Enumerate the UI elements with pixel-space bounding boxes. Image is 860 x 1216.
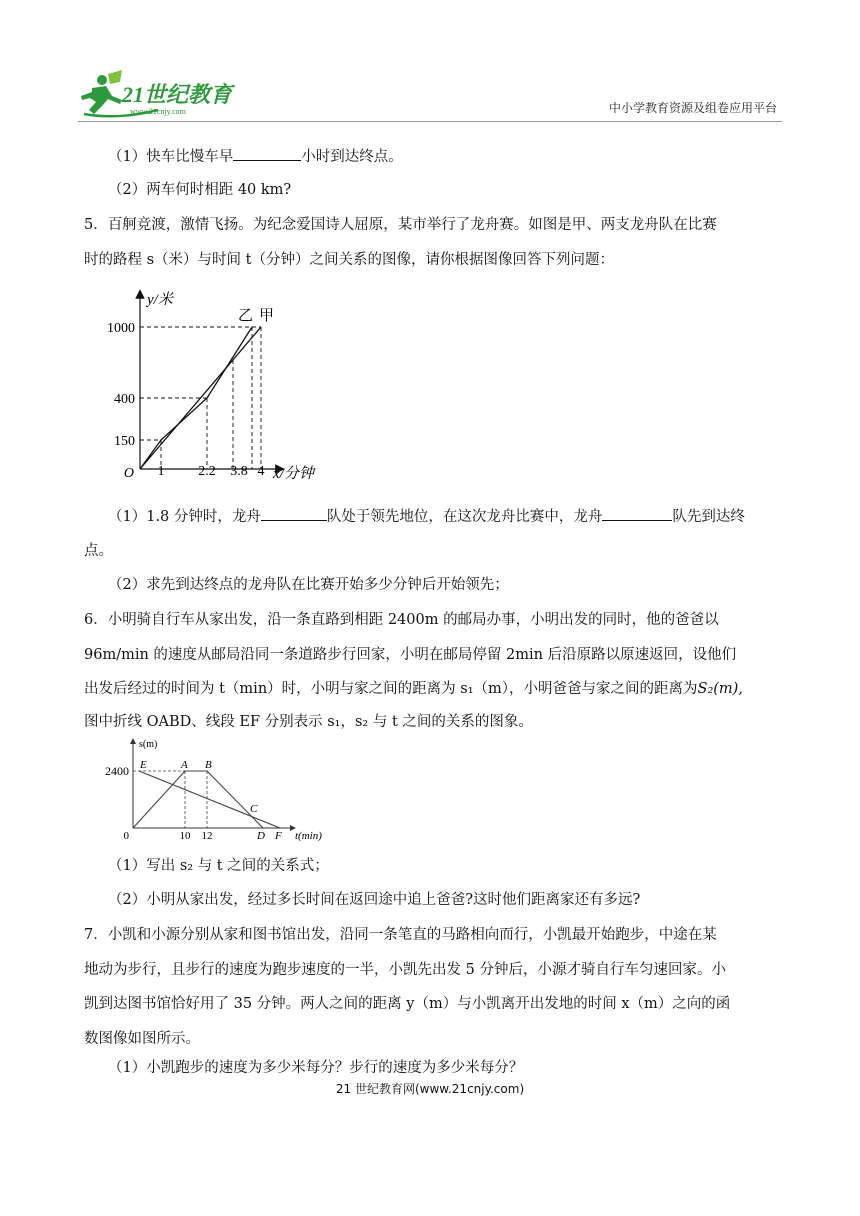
q6-stem-2: 96m/min 的速度从邮局沿同一条道路步行回家，小明在邮局停留 2min 后沿原路以原速返回，设他们 [84,647,737,663]
x-tick-3-8: 3.8 [230,464,248,479]
q5-part1-text-c: 队先到达终 [672,509,745,525]
q7-stem-3: 凯到达图书馆恰好用了 35 分钟。两人之间的距离 y（m）与小凯离开出发地的时间 x（m）之向的函 [84,996,731,1012]
q6-part2: （2）小明从家出发，经过多长时间在返回途中追上爸爸?这时他们距离家还有多远? [108,892,641,908]
answer-blank[interactable] [261,506,327,521]
q6-stem-4: 图中折线 OABD、线段 EF 分别表示 s₁，s₂ 与 t 之间的关系的图象。 [84,714,533,730]
x-axis-label: t(min) [295,830,322,842]
y-tick-1000: 1000 [107,321,135,336]
q5-part1-text-b: 队处于领先地位，在这次龙舟比赛中，龙舟 [326,509,603,525]
point-d: D [257,830,265,842]
series-yi-label: 乙 [238,308,254,324]
q7-part1: （1）小凯跑步的速度为多少米每分？步行的速度为多少米每分？ [108,1060,524,1076]
page-footer[interactable]: 21 世纪教育网(www.21cnjy.com) [335,1082,525,1096]
x-tick-2-2: 2.2 [198,464,216,479]
q5-part1-cont: 点。 [84,543,113,559]
point-e: E [140,759,147,771]
series-jia-label: 甲 [259,308,275,324]
answer-blank[interactable] [602,506,672,521]
q4-part1-text-a: （1）快车比慢车早 [108,149,234,165]
origin-label: O [123,466,134,481]
point-b: B [205,759,212,771]
header-divider [78,121,782,122]
logo [78,70,248,118]
q5-part1-text-a: （1）1.8 分钟时，龙舟 [108,509,261,525]
q4-part1-text-b: 小时到达终点。 [301,149,403,165]
x-tick-1: 1 [157,464,165,479]
q5-part2: （2）求先到达终点的龙舟队在比赛开始多少分钟后开始领先； [108,577,509,593]
q5-stem-1: 5．百舸竞渡，激情飞扬。为纪念爱国诗人屈原，某市举行了龙舟赛。如图是甲、两支龙舟队在比赛 [84,217,717,233]
point-c: C [250,803,258,815]
q6-stem-3-text: 出发后经过的时间为 t（min）时，小明与家之间的距离为 s₁（m），小明爸爸与家之间的距离为 [84,681,698,697]
q6-stem-3-math: S₂(m), [697,681,743,697]
y-tick-400: 400 [114,392,135,407]
answer-blank[interactable] [233,146,301,161]
platform-name: 中小学教育资源及组卷应用平台 [608,101,777,115]
logo-runner-icon [78,70,248,118]
x-tick-12: 12 [201,830,213,842]
y-axis-label: s(m) [139,739,158,750]
x-tick-10: 10 [179,830,191,842]
logo-url: www.21cnjy.com [130,107,186,116]
series-jia-line [140,327,261,469]
x-tick-4: 4 [257,464,265,479]
origin-label: 0 [123,830,129,842]
logo-text: 21世纪教育 [122,82,233,107]
q7-stem-4: 数图像如图所示。 [84,1031,200,1047]
point-f: F [275,830,282,842]
q5-stem-2: 时的路程 s（米）与时间 t（分钟）之间关系的图像，请你根据图像回答下列问题： [84,252,614,268]
q4-part1 [108,146,403,167]
q6-stem-3 [84,679,743,699]
q4-part2: （2）两车何时相距 40 km? [108,182,292,198]
q6-graph [105,735,337,845]
x-axis-label: x/分钟 [273,466,314,482]
q7-stem-2: 地动为步行，且步行的速度为跑步速度的一半，小凯先出发 5 分钟后，小源才骑自行车匀速回家。小 [84,962,726,978]
q5-graph [95,282,335,487]
y-tick-150: 150 [114,434,135,449]
q5-part1 [108,506,745,527]
y-axis-label: y/米 [147,292,173,308]
point-a: A [181,759,188,771]
q7-stem-1: 7．小凯和小源分别从家和图书馆出发，沿同一条笔直的马路相向而行，小凯最开始跑步，中途在某 [84,927,717,943]
q6-stem-1: 6．小明骑自行车从家出发，沿一条直路到相距 2400m 的邮局办事，小明出发的同时，他的爸爸以 [84,612,719,628]
y-tick-2400: 2400 [105,764,129,778]
q6-part1: （1）写出 s₂ 与 t 之间的关系式； [108,858,329,874]
